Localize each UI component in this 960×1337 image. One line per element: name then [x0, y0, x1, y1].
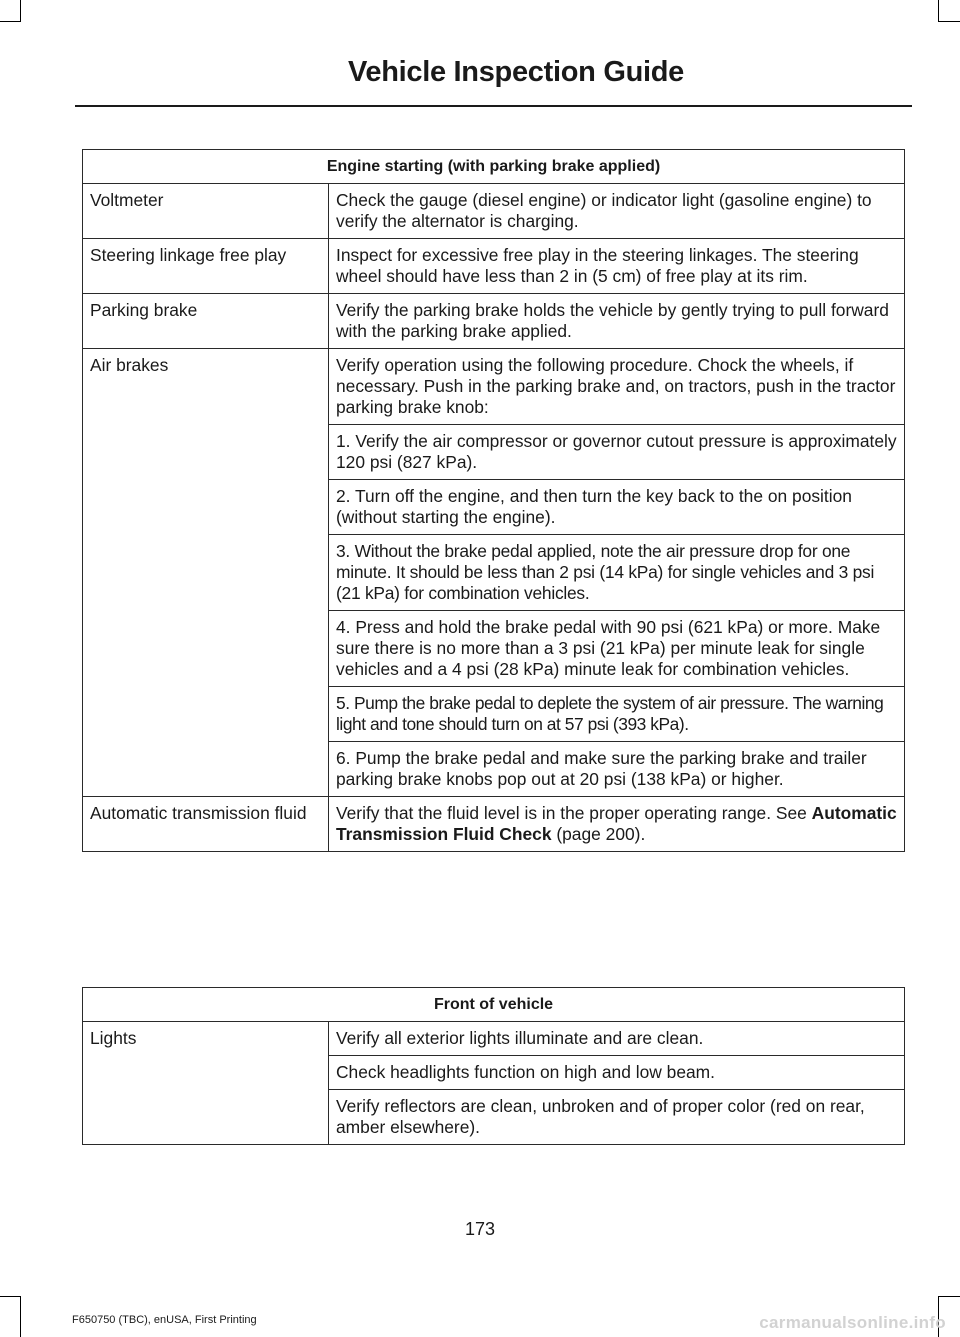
row-label: Lights — [83, 1022, 329, 1145]
row-text: 3. Without the brake pedal applied, note the air pressure drop for one minute. It should be less than 2 psi (14 kPa) for single vehicles and 3 psi (21 kPa) for combination vehicles. — [329, 535, 905, 611]
row-text: Verify operation using the following procedure. Chock the wheels, if necessary. Push in the parking brake and, on tractors, push in the tractor parking brake knob: — [329, 349, 905, 425]
table-row — [83, 184, 905, 239]
row-text-part: Verify that the fluid level is in the proper operating range. See — [336, 803, 812, 823]
row-label: Automatic transmission fluid — [83, 797, 329, 852]
row-text: 4. Press and hold the brake pedal with 90 psi (621 kPa) or more. Make sure there is no more than a 3 psi (21 kPa) per minute leak for single vehicles and a 4 psi (28 kPa) minute leak for combination vehicles. — [329, 611, 905, 687]
row-text: Verify all exterior lights illuminate and are clean. — [329, 1022, 905, 1056]
table-title: Engine starting (with parking brake applied) — [83, 150, 905, 184]
row-text-part: (page 200). — [551, 824, 646, 844]
edition-footer: F650750 (TBC), enUSA, First Printing — [72, 1314, 257, 1326]
engine-starting-table — [82, 149, 905, 852]
row-label: Steering linkage free play — [83, 239, 329, 294]
row-label: Voltmeter — [83, 184, 329, 239]
table-row — [83, 294, 905, 349]
page-number: 173 — [464, 1219, 496, 1239]
header-divider — [75, 105, 912, 107]
row-text: 5. Pump the brake pedal to deplete the system of air pressure. The warning light and tone should turn on at 57 psi (393 kPa). — [329, 687, 905, 742]
row-text: Inspect for excessive free play in the steering linkages. The steering wheel should have less than 2 in (5 cm) of free play at its rim. — [329, 239, 905, 294]
crop-mark — [0, 21, 21, 22]
row-text — [329, 797, 905, 852]
watermark: carmanualsonline.info — [759, 1313, 946, 1332]
row-label: Air brakes — [83, 349, 329, 797]
front-of-vehicle-table — [82, 987, 905, 1145]
table-title: Front of vehicle — [83, 988, 905, 1022]
table-row — [83, 1022, 905, 1056]
row-text: 1. Verify the air compressor or governor cutout pressure is approximately 120 psi (827 kPa). — [329, 425, 905, 480]
crop-mark — [938, 0, 939, 22]
crop-mark — [938, 1296, 960, 1297]
crop-mark — [20, 0, 21, 22]
table-header-row — [83, 150, 905, 184]
table-row — [83, 349, 905, 425]
crop-mark — [0, 1296, 21, 1297]
table-header-row — [83, 988, 905, 1022]
row-text: Verify the parking brake holds the vehicle by gently trying to pull forward with the parking brake applied. — [329, 294, 905, 349]
page-title: Vehicle Inspection Guide — [347, 56, 684, 88]
table-row — [83, 797, 905, 852]
row-text: Verify reflectors are clean, unbroken and of proper color (red on rear, amber elsewhere). — [329, 1090, 905, 1145]
cross-reference-link[interactable]: Automatic Transmission Fluid Check — [336, 803, 897, 844]
row-label: Parking brake — [83, 294, 329, 349]
row-text: Check headlights function on high and low beam. — [329, 1056, 905, 1090]
row-text: 6. Pump the brake pedal and make sure the parking brake and trailer parking brake knobs pop out at 20 psi (138 kPa) or higher. — [329, 742, 905, 797]
row-text: Check the gauge (diesel engine) or indicator light (gasoline engine) to verify the alternator is charging. — [329, 184, 905, 239]
crop-mark — [938, 21, 960, 22]
crop-mark — [20, 1296, 21, 1337]
table-row — [83, 239, 905, 294]
row-text: 2. Turn off the engine, and then turn the key back to the on position (without starting the engine). — [329, 480, 905, 535]
